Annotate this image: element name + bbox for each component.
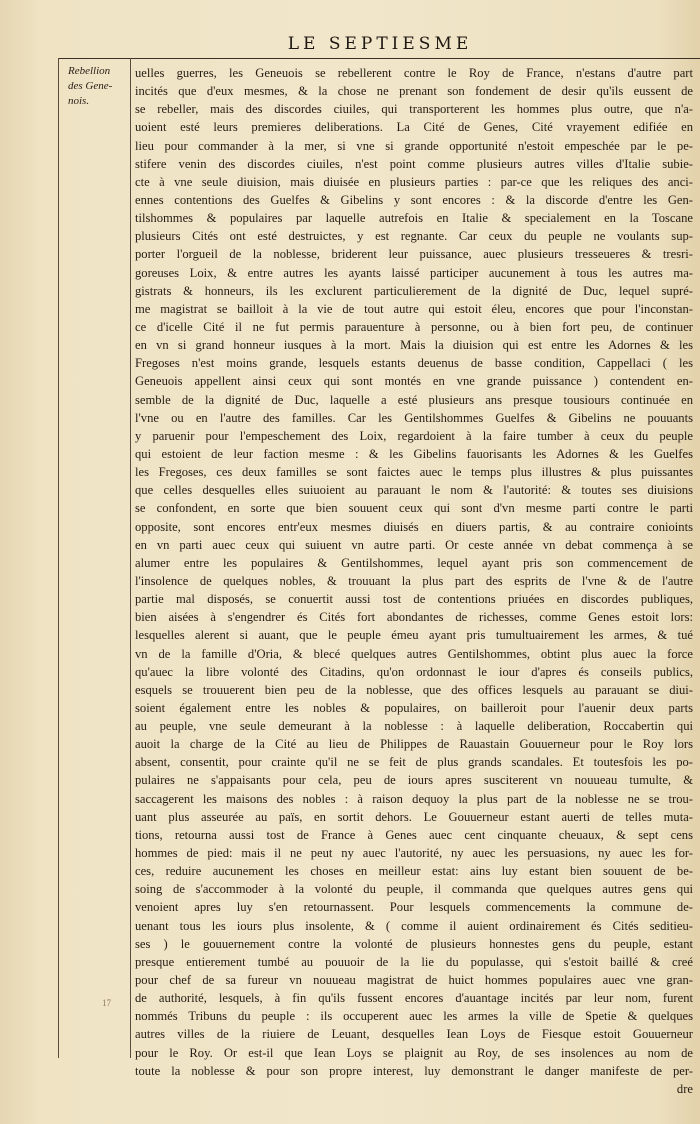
stamp-mark: 17: [102, 998, 111, 1008]
text-line: ce d'icelle Cité il ne fut permis parauenture à personne, ou à bien fort peu, de continuer: [135, 319, 693, 334]
text-line: de authorité, lesquels, à fin qu'ils fussent encores d'auantage incités par leur nom, furent: [135, 991, 693, 1006]
margin-rule-right: [130, 58, 131, 1058]
text-line: goreuses Loix, & entre autres les ayants laissé participer aucunement à tous les autres ma-: [135, 265, 693, 280]
text-line: y paruenir pour l'empeschement des Loix, regardoient à la faire tumber à ceux du peuple: [135, 428, 693, 443]
text-line: en vn parti auec ceux qui suiuent vn autre parti. Or ceste année vn debat commença à se: [135, 537, 693, 552]
text-line: tilshommes & populaires par laquelle autrefois en Italie & specialement en la Toscane: [135, 211, 693, 226]
margin-note: [68, 64, 128, 109]
text-line: esquels se trouuerent bien peu de la noblesse, que des offices lesquels au parauant se diui-: [135, 682, 693, 697]
text-line: l'insolence de quelques nobles, & trouuant la plus part des esprits de l'vne & de l'autre: [135, 573, 693, 588]
text-line: opposite, sont encores entr'eux mesmes diuisés en diuers partis, & au contraire conioints: [135, 519, 693, 534]
text-line: lesquelles alerent si auant, que le peuple émeu ayant pris tumultuairement les armes, & tué: [135, 628, 693, 643]
text-line: tions, retourna aussi tost de France à Genes auec cent cinquante cheuaux, & sept cens: [135, 827, 693, 842]
text-line: presque entierement tumbé au pouuoir de la lie du populasse, qui s'estoit baillé & creé: [135, 954, 693, 969]
text-line: hommes de pied: mais il ne peut ny auec l'autorité, ny auec les persuasions, ny auec les for-: [135, 846, 693, 861]
text-line: que celles desquelles elles suiuoient au parauant le nom & l'autorité: & toutes ses diuisions: [135, 483, 693, 498]
text-line: alumer entre les populaires & Gentilshommes, lequel ayant pris son commencement de: [135, 555, 693, 570]
margin-note-line: Rebellion: [68, 65, 111, 77]
text-line: uant plus asseurée au païs, en sortit dehors. Le Gouuerneur estant auerti de telles muta-: [135, 809, 693, 824]
text-line: stifere venin des discordes ciuiles, n'est point comme plusieurs autres villes d'Italie subie-: [135, 156, 693, 171]
text-line: l'vne ou en l'autre des familles. Car les Gentilshommes Guelfes & Gibelins ne pouuants: [135, 410, 693, 425]
text-line: porter l'orgueil de la noblesse, briderent leur puissance, auec plusieurs tresseueres & tresri-: [135, 247, 693, 262]
text-line: pour chef de sa fureur vn nouueau magistrat de huict hommes populaires auec vne gran-: [135, 973, 693, 988]
running-header: LE SEPTIESME: [287, 34, 473, 54]
text-line: bien aisées à s'engendrer és Cités fort abondantes de richesses, comme Genes estoit lors:: [135, 610, 693, 625]
text-line: pulaires ne s'appaisants pour cela, peu de iours apres susciterent vn nouueau tumulte, &: [135, 773, 693, 788]
text-line: Fregoses n'est moins grande, lesquels estants deuenus de basse condition, Cappellaci ( les: [135, 356, 693, 371]
text-line: plusieurs Cités ont esté destruictes, y est regnante. Car ceux du peuple ne voulants sup-: [135, 229, 693, 244]
text-line: en vn si grand honneur iusques à la mort. Mais la diuision qui est entre les Adornes & les: [135, 338, 693, 353]
text-line: qui estoient de leur faction mesme : & les Gibelins fauorisants les Adornes & les Guelfes: [135, 446, 693, 461]
text-line: nommés Tribuns du peuple : ils occuperent auec les armes la ville de Spetie & quelques: [135, 1009, 693, 1024]
text-line: auoit la charge de la Cité au lieu de Philippes de Rauastain Gouuerneur pour le Roy lors: [135, 737, 693, 752]
text-line: gistrats & honneurs, ils les exclurent particulierement de la dignité de Duc, lequel supré-: [135, 283, 693, 298]
text-line: me magistrat se bailloit à la vie de tout autre qui estoit éleu, encores que pour l'inconstan-: [135, 301, 693, 316]
margin-note-line: nois.: [68, 95, 90, 107]
text-line: partie mal disposés, se conuertit aussi tost de contentions priuées en discordes publiques,: [135, 592, 693, 607]
text-line: semble de la dignité de Duc, laquelle a esté plusieurs ans presque tousiours continuée en: [135, 392, 693, 407]
text-line: incités que d'eux mesmes, & la chose ne prenant son fondement de desir qu'ils eussent de: [135, 84, 693, 99]
text-line: vn de la famille d'Oria, & blecé quelques autres Gentilshommes, obtint plus auec la force: [135, 646, 693, 661]
text-line: autres villes de la riuiere de Leuant, desquelles Iean Loys de Fiesque estoit Gouuerneur: [135, 1027, 693, 1042]
text-line: ennes contentions des Guelfes & Gibelins y sont encores : & la discorde d'entre les Gen-: [135, 192, 693, 207]
text-line: dre: [676, 1081, 693, 1096]
header-rule: [58, 58, 700, 59]
text-line: lieu pour commander à la mer, si vne si grande opportunité n'estoit empeschée par le pe-: [135, 138, 693, 153]
body-text: [135, 64, 693, 1098]
text-line: les Fregoses, ces deux familles se sont faictes auec le temps plus illustres & plus puissantes: [135, 465, 693, 480]
text-line: venoient apres luy s'en retournassent. Pour lesquels commencements la commune de-: [135, 900, 693, 915]
text-line: uoient esté leurs premieres deliberations. La Cité de Genes, Cité vrayement edifiée en: [135, 120, 693, 135]
text-line: se confondent, en sorte que bien souuent ceux qui sont d'vn mesme parti contre le parti: [135, 501, 693, 516]
text-line: saccagerent les maisons des nobles : à raison dequoy la plus part de la noblesse ne se trou-: [135, 791, 693, 806]
text-line: au peuple, vne seule demeurant à la noblesse : à laquelle deliberation, Roccabertin qui: [135, 719, 693, 734]
text-line: uenant tous les iours plus insolente, & ( comme il auient ordinairement és Cités seditieu-: [135, 918, 693, 933]
text-line: ses ) le gouuernement contre la volonté de plusieurs honnestes gens du peuple, estant: [135, 936, 693, 951]
text-line: soient également entre les nobles & populaires, on bailleroit pour l'auenir deux parts: [135, 700, 693, 715]
text-line: se rebeller, mais des discordes ciuiles, qui transporterent les hommes plus outre, que n'a-: [135, 102, 693, 117]
text-line: cte à vne seule diuision, mais diuisée en plusieurs parties : par-ce que les reliques des anci-: [135, 174, 693, 189]
text-line: Geneuois appellent ainsi ceux qui sont montés en vne grande puissance ) contendent en-: [135, 374, 693, 389]
text-line: soing de s'accommoder à la volonté du peuple, il commanda que quelques autres gens qui: [135, 882, 693, 897]
text-line: pour le Roy. Or est-il que Iean Loys se plaignit au Roy, de ses insolences au nom de: [135, 1045, 693, 1060]
text-line: ces, reduire aucunement les choses en meilleur estat: ains luy estant bien souuent de be-: [135, 864, 693, 879]
text-line: toute la noblesse & pour son propre interest, luy demonstrant le danger manifeste de per-: [135, 1063, 693, 1078]
text-line: qu'auec la libre volonté des Citadins, qu'on ordonnast le iour d'apres és conseils publics,: [135, 664, 693, 679]
text-line: uelles guerres, les Geneuois se rebellerent contre le Roy de France, n'estans d'autre part: [135, 66, 693, 80]
margin-rule-left: [58, 58, 59, 1058]
text-line: absent, consentit, pour crainte qu'il ne se feit de plus grands scandales. Et toutesfois les po-: [135, 755, 693, 770]
margin-note-line: des Gene-: [68, 80, 113, 92]
